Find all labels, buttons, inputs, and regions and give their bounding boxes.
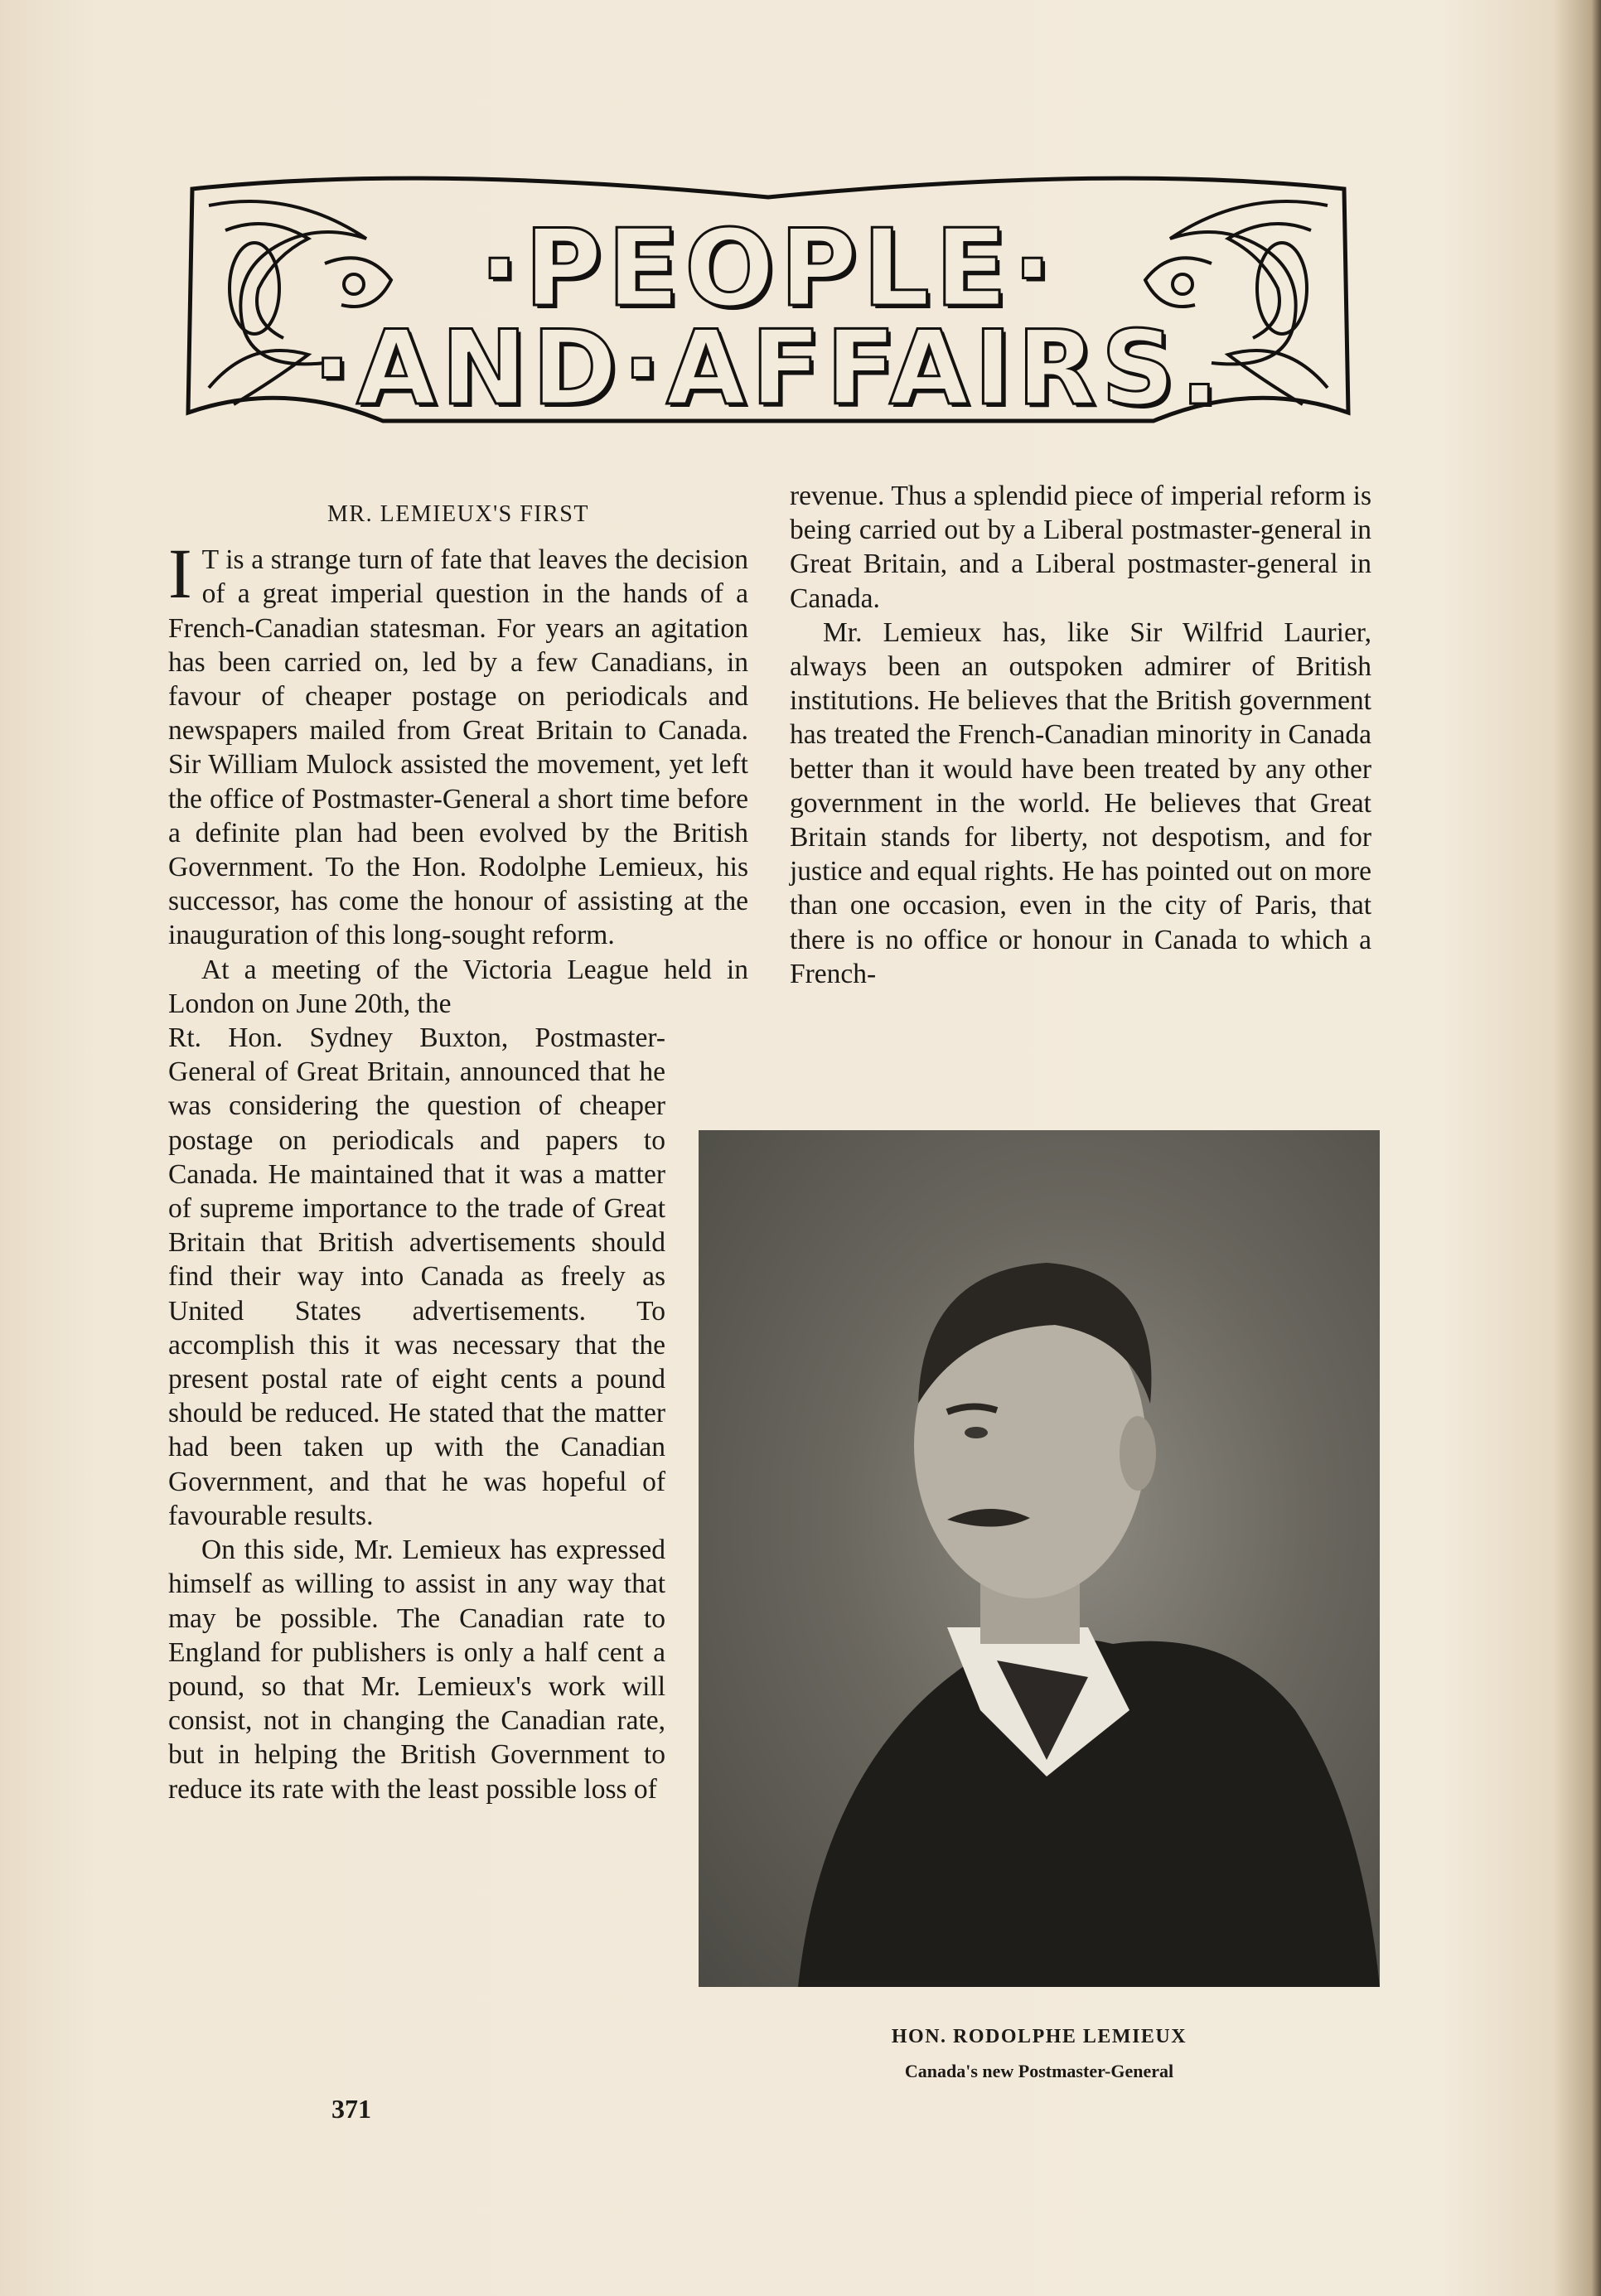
portrait-photo [699,1130,1380,1987]
header-title-line2: ·AND·AFFAIRS. [312,309,1225,428]
photo-caption-title: Canada's new Postmaster-General [904,2061,1174,2081]
header-title-line1: ·PEOPLE· [478,207,1058,331]
paragraph-institutions: Mr. Lemieux has, like Sir Wilfrid Laurier, always been an outspoken admirer of British institutions. He believes that the British government has treated the French-Canadian minority in Canada better than it would have been treated by any other government in the world. He believes that Great Britain stands for liberty, not despotism, and for justice and equal rights. He has pointed out on more than one occasion, even in the city of Paris, that there is no office or honour in Canada to which a French- [790,616,1371,989]
drop-cap: I [168,534,192,614]
paragraph-this-side: On this side, Mr. Lemieux has expressed himself as willing to assist in any way that may be possible. The Canadian rate to England for publishers is only a half cent a pound, so that Mr. Lemieux's work will consist, not in changing the Canadian rate, but in helping the British Government to reduce its rate with the least possible loss of [168,1535,665,1805]
portrait-figure [699,1130,1380,1987]
header-banner [176,172,1361,428]
left-column [168,497,748,1806]
page-number: 371 [331,2094,371,2124]
section-title: MR. LEMIEUX'S FIRST [327,501,589,527]
paragraph-meeting-start: At a meeting of the Victoria League held in London on June 20th, the [168,954,748,1019]
photo-caption-name: HON. RODOLPHE LEMIEUX [891,2026,1187,2047]
paragraph-revenue: revenue. Thus a splendid piece of imperial reform is being carried out by a Liberal postmaster-general in Great Britain, and a Liberal postmaster-general in Canada. [790,481,1371,614]
paragraph-intro-text: T is a strange turn of fate that leaves the decision of a great imperial question in the hands of a French-Canadian statesman. For years an agitation has been carried on, led by a few Canadians, in favour of cheaper postage on periodicals and newspapers mailed from Great Britain to Canada. Sir William Mulock assisted the movement, yet left the office of Postmaster-General a short time before a definite plan had been evolved by the British Government. To the Hon. Rodolphe Lemieux, his successor, has come the honour of assisting at the inauguration of this long-sought reform. [168,544,748,951]
right-column [790,479,1371,991]
paragraph-meeting: Rt. Hon. Sydney Buxton, Postmaster-General of Great Britain, announced that he was considering the question of cheaper postage on periodicals and papers to Canada. He maintained that it was a matter of supreme importance to the trade of Great Britain that British advertisements should find their way into Canada as freely as United States advertisements. To accomplish this it was necessary that the present postal rate of eight cents a pound should be reduced. He stated that the matter had been taken up with the Canadian Government, and that he was hopeful of favourable results. [168,1022,665,1531]
paragraph-intro [168,534,748,952]
